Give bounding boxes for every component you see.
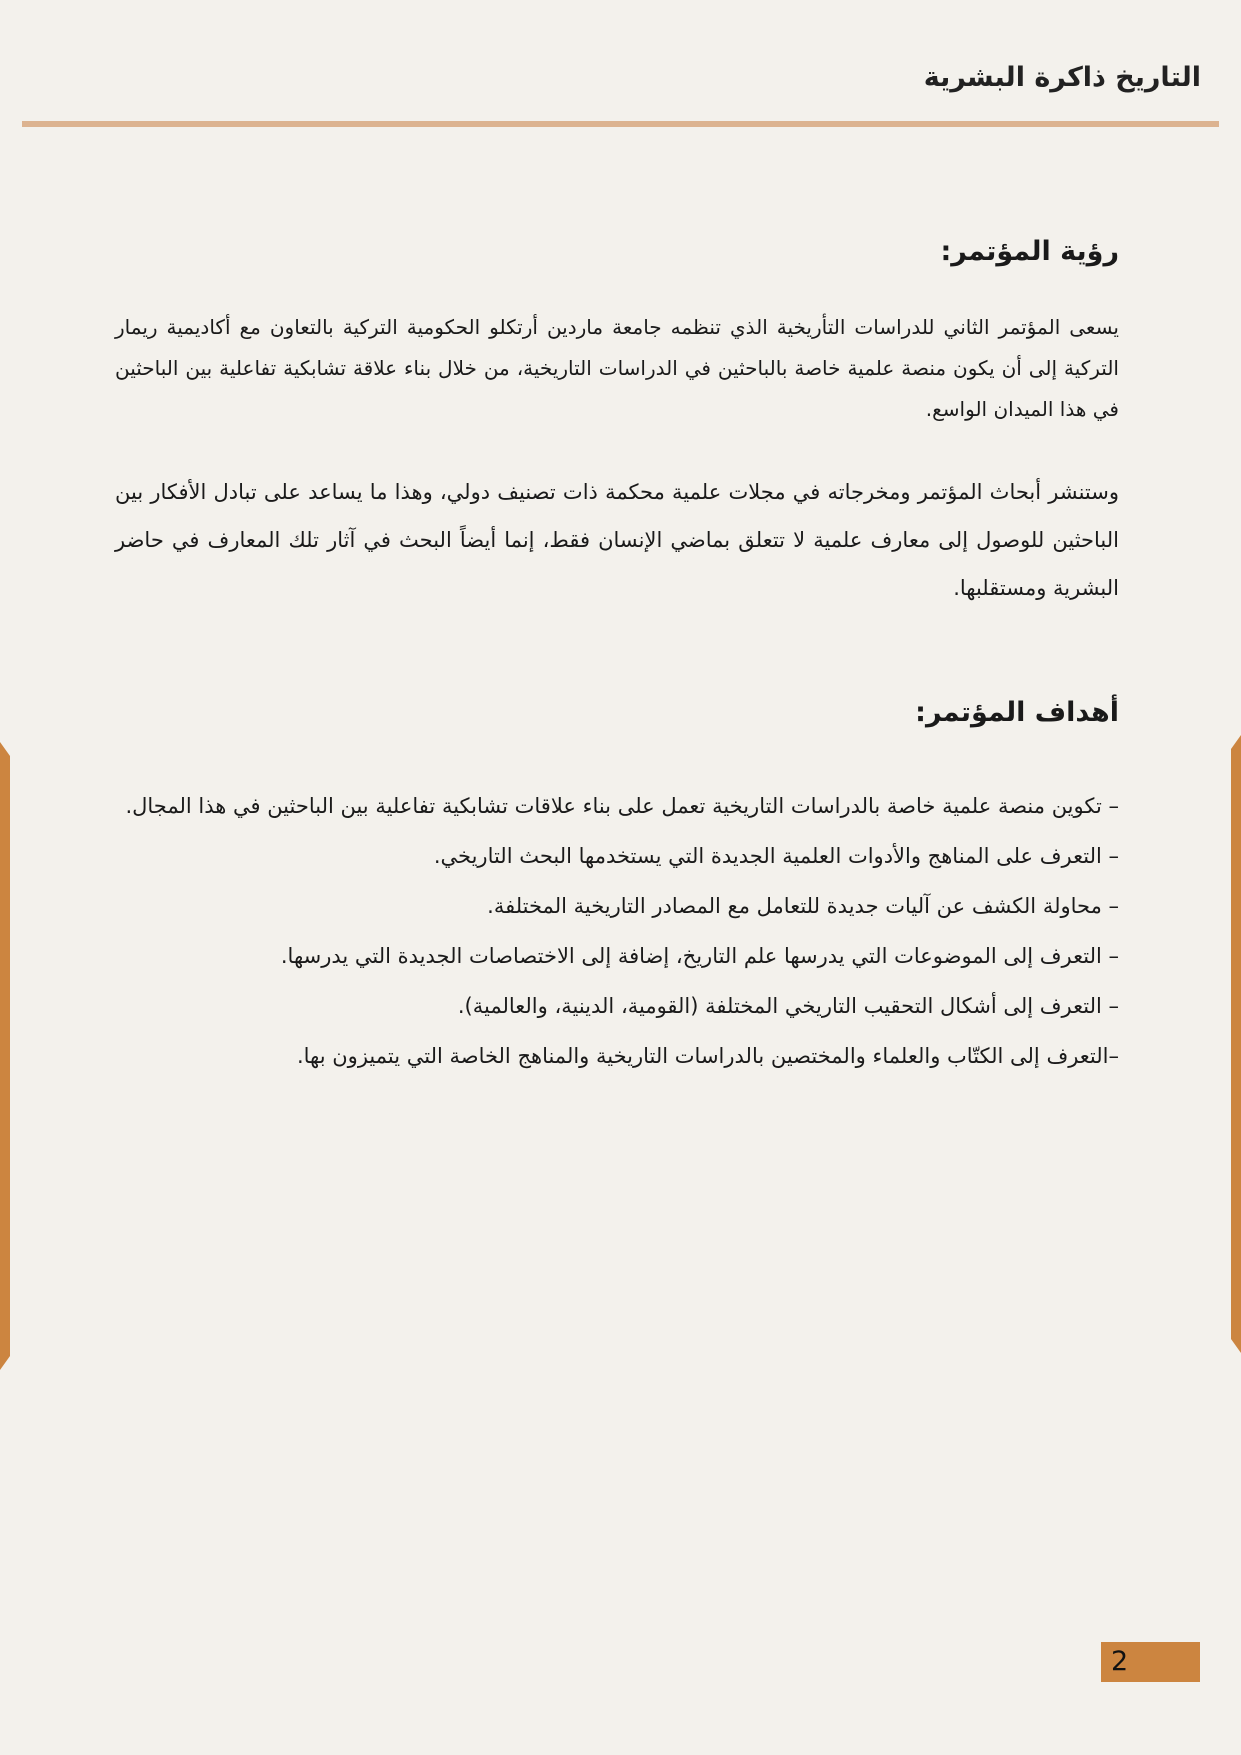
goal-item: – تكوين منصة علمية خاصة بالدراسات التاريخية تعمل على بناء علاقات تشابكية تفاعلية بين الباحثين في هذا المجال. [125,794,1119,818]
goal-item: – التعرف إلى الموضوعات التي يدرسها علم التاريخ، إضافة إلى الاختصاصات الجديدة التي يدرسها. [280,944,1119,968]
goals-heading: أهداف المؤتمر: [915,697,1119,728]
vision-paragraph-2-block [115,468,1119,612]
goal-item: – التعرف على المناهج والأدوات العلمية الجديدة التي يستخدمها البحث التاريخي. [433,844,1119,868]
vision-section [115,236,1119,267]
goals-section [115,697,1119,728]
vision-heading: رؤية المؤتمر: [940,236,1119,267]
right-decorative-bar [1231,735,1241,1353]
vision-paragraph-2: وستنشر أبحاث المؤتمر ومخرجاته في مجلات علمية محكمة ذات تصنيف دولي، وهذا ما يساعد على تبادل الأفكار بين الباحثين للوصول إلى معارف علمية لا تتعلق بماضي الإنسان فقط، إنما أيضاً البحث في آثار تلك المعارف في حاضر البشرية ومستقلبها. [115,480,1119,600]
page-number: 2 [1101,1642,1200,1682]
goal-item: –التعرف إلى الكتّاب والعلماء والمختصين بالدراسات التاريخية والمناهج الخاصة التي يتميزون بها. [296,1044,1119,1068]
vision-paragraph-1-block [115,307,1119,430]
goal-item: – التعرف إلى أشكال التحقيب التاريخي المختلفة (القومية، الدينية، والعالمية). [457,994,1119,1018]
left-decorative-bar [0,742,10,1370]
goals-list [115,781,1119,1081]
goals-list-block [115,781,1119,1081]
header-divider [22,121,1219,127]
header-title: التاريخ ذاكرة البشرية [923,62,1201,93]
goal-item: – محاولة الكشف عن آليات جديدة للتعامل مع المصادر التاريخية المختلفة. [487,894,1119,918]
vision-paragraph-1: يسعى المؤتمر الثاني للدراسات التأريخية الذي تنظمه جامعة ماردين أرتكلو الحكومية التركية بالتعاون مع أكاديمية ريمار التركية إلى أن يكون منصة علمية خاصة بالباحثين في الدراسات التاريخية، من خلال بناء علاقة تشابكية تفاعلية بين الباحثين في هذا الميدان الواسع. [115,315,1119,421]
